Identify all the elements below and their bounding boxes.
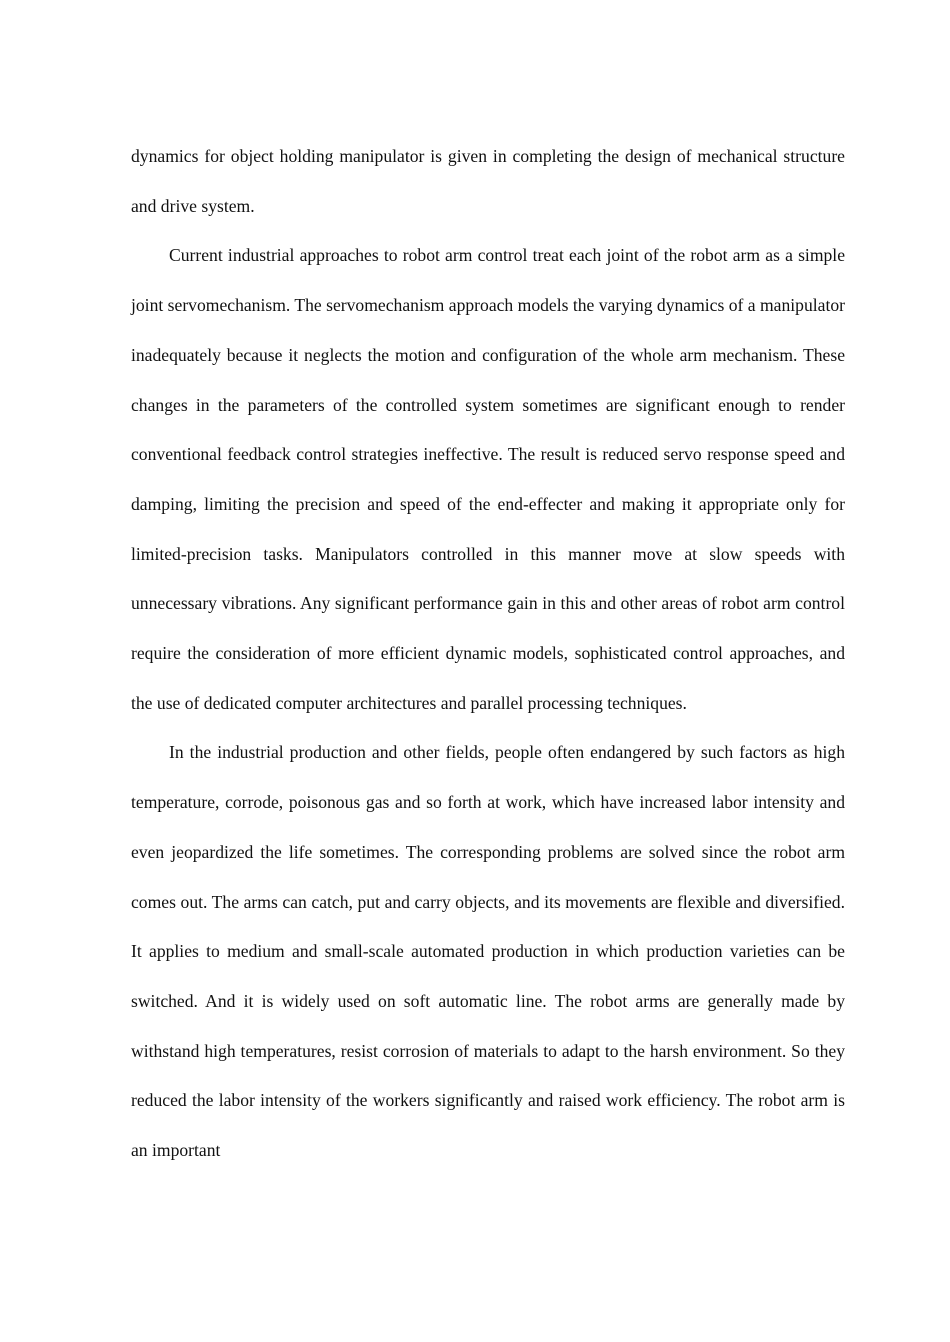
- document-page: [131, 132, 845, 1176]
- paragraph-industrial-production: In the industrial production and other fields, people often endangered by such factors as high temperature, corrode, poisonous gas and so forth at work, which have increased labor intensity and even jeopardized the life sometimes. The corresponding problems are solved since the robot arm comes out. The arms can catch, put and carry objects, and its movements are flexible and diversified. It applies to medium and small-scale automated production in which production varieties can be switched. And it is widely used on soft automatic line. The robot arms are generally made by withstand high temperatures, resist corrosion of materials to adapt to the harsh environment. So they reduced the labor intensity of the workers significantly and raised work efficiency. The robot arm is an important: [131, 742, 845, 1161]
- paragraph-continuation: dynamics for object holding manipulator is given in completing the design of mechanical structure and drive system.: [131, 146, 845, 216]
- paragraph-servomechanism: Current industrial approaches to robot arm control treat each joint of the robot arm as a simple joint servomechanism. The servomechanism approach models the varying dynamics of a manipulator inadequately because it neglects the motion and configuration of the whole arm mechanism. These changes in the parameters of the controlled system sometimes are significant enough to render conventional feedback control strategies ineffective. The result is reduced servo response speed and damping, limiting the precision and speed of the end-effecter and making it appropriate only for limited-precision tasks. Manipulators controlled in this manner move at slow speeds with unnecessary vibrations. Any significant performance gain in this and other areas of robot arm control require the consideration of more efficient dynamic models, sophisticated control approaches, and the use of dedicated computer architectures and parallel processing techniques.: [131, 245, 845, 713]
